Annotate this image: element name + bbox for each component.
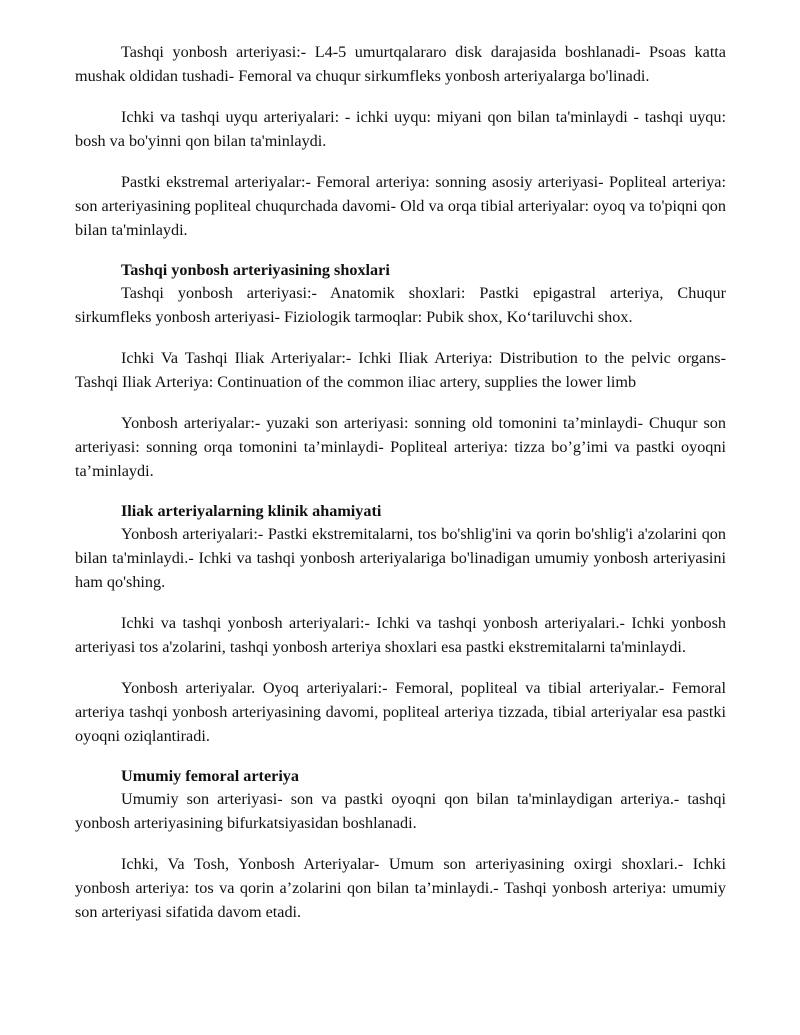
- paragraph: Ichki, Va Tosh, Yonbosh Arteriyalar- Umum son arteriyasining oxirgi shoxlari.- Ichki yonbosh arteriya: tos va qorin a’zolarini qon bilan ta’minlaydi.- Tashqi yonbosh arteriya: umumiy son arteriyasi sifatida davom etadi.: [75, 855, 726, 921]
- paragraph-lower-limb-arteries: Pastki ekstremal arteriyalar:- Femoral arteriya: sonning asosiy arteriyasi- Popliteal arteriya: son arteriyasining popliteal chuqurchada davomi- Old va orqa tibial arteriyalar: oyoq va to'piqni qon bilan ta'minlaydi.: [75, 173, 726, 239]
- paragraph: Yonbosh arteriyalar. Oyoq arteriyalari:- Femoral, popliteal va tibial arteriyalar.- Femoral arteriya tashqi yonbosh arteriyasining davomi, popliteal arteriya tizzada, tibial arteriyalar esa pastki oyoqni oziqlantiradi.: [75, 679, 726, 745]
- paragraph: Umumiy son arteriyasi- son va pastki oyoqni qon bilan ta'minlaydigan arteriya.- tashqi yonbosh arteriyasining bifurkatsiyasidan boshlanadi.: [75, 790, 726, 832]
- paragraph-external-iliac-origin: Tashqi yonbosh arteriyasi:- L4-5 umurtqalararo disk darajasida boshlanadi- Psoas katta mushak oldidan tushadi- Femoral va chuqur sirkumfleks yonbosh arteriyalarga bo'linadi.: [75, 43, 726, 85]
- paragraph: Yonbosh arteriyalari:- Pastki ekstremitalarni, tos bo'shlig'ini va qorin bo'shlig'i a'zolarini qon bilan ta'minlaydi.- Ichki va tashqi yonbosh arteriyalariga bo'linadigan umumiy yonbosh arteriyasini ham qo'shing.: [75, 525, 726, 591]
- section-common-femoral-artery: [75, 765, 726, 924]
- section-external-iliac-branches: [75, 259, 726, 483]
- section-iliac-clinical-significance: [75, 500, 726, 748]
- paragraph: Ichki Va Tashqi Iliak Arteriyalar:- Ichki Iliak Arteriya: Distribution to the pelvic organs- Tashqi Iliak Arteriya: Continuation of the common iliac artery, supplies the lower limb: [75, 349, 726, 391]
- section-heading: Tashqi yonbosh arteriyasining shoxlari: [121, 261, 390, 279]
- paragraph: Tashqi yonbosh arteriyasi:- Anatomik shoxlari: Pastki epigastral arteriya, Chuqur sirkumfleks yonbosh arteriyasi- Fiziologik tarmoqlar: Pubik shox, Ko‘tariluvchi shox.: [75, 284, 726, 326]
- document-page: [75, 40, 726, 941]
- paragraph: Ichki va tashqi yonbosh arteriyalari:- Ichki va tashqi yonbosh arteriyalari.- Ichki yonbosh arteriyasi tos a'zolarini, tashqi yonbosh arteriya shoxlari esa pastki ekstremitalarni ta'minlaydi.: [75, 614, 726, 656]
- section-heading: Iliak arteriyalarning klinik ahamiyati: [121, 502, 382, 520]
- paragraph: Yonbosh arteriyalar:- yuzaki son arteriyasi: sonning old tomonini ta’minlaydi- Chuqur son arteriyasi: sonning orqa tomonini ta’minlaydi- Popliteal arteriya: tizza bo’g’imi va pastki oyoqni ta’minlaydi.: [75, 414, 726, 480]
- paragraph-carotid-arteries: Ichki va tashqi uyqu arteriyalari: - ichki uyqu: miyani qon bilan ta'minlaydi - tashqi uyqu: bosh va bo'yinni qon bilan ta'minlaydi.: [75, 108, 726, 150]
- section-heading: Umumiy femoral arteriya: [121, 767, 299, 785]
